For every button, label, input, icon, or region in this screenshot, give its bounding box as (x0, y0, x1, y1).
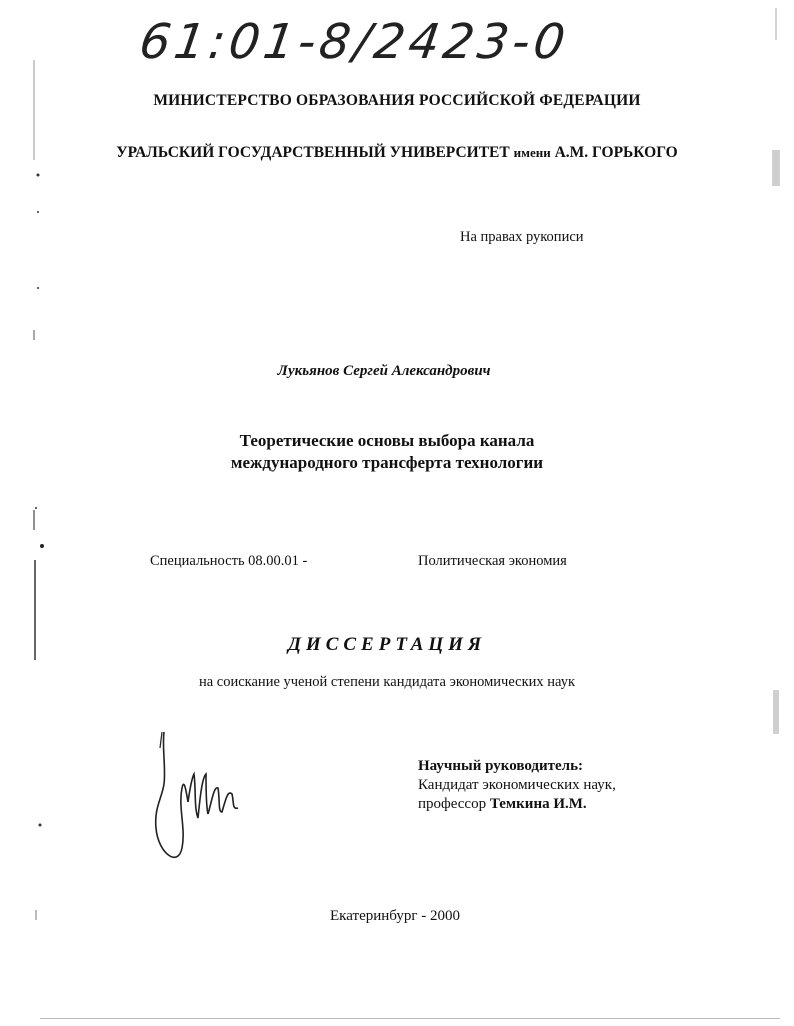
author-name: Лукьянов Сергей Александрович (277, 363, 491, 379)
supervisor-rank: профессор (418, 796, 490, 812)
scan-bottom-edge (40, 1018, 780, 1019)
supervisor-heading: Научный руководитель: (418, 758, 583, 774)
dissertation-title (0, 430, 774, 474)
university-heading (0, 144, 794, 162)
university-named-word: имени (513, 145, 551, 160)
title-line-2: международного трансферта технологии (230, 453, 544, 472)
scan-edge-marks (754, 0, 794, 1026)
scan-margin-marks (30, 40, 50, 980)
specialty-value: Политическая экономия (418, 553, 567, 569)
specialty-label: Специальность 08.00.01 - (150, 553, 308, 569)
city-year: Екатеринбург - 2000 (330, 908, 460, 924)
registry-number: 61:01-8/2423-0 (136, 14, 573, 70)
supervisor-degree: Кандидат экономических наук, (418, 777, 616, 793)
rights-notice: На правах рукописи (460, 229, 584, 245)
title-line-1: Теоретические основы выбора канала (239, 431, 535, 450)
university-name: УРАЛЬСКИЙ ГОСУДАРСТВЕННЫЙ УНИВЕРСИТЕТ (116, 144, 514, 161)
degree-line: на соискание ученой степени кандидата экономических наук (198, 674, 576, 690)
ministry-heading: МИНИСТЕРСТВО ОБРАЗОВАНИЯ РОССИЙСКОЙ ФЕДЕРАЦИИ (153, 92, 641, 109)
document-type: ДИССЕРТАЦИЯ (287, 634, 487, 655)
signature-mark (148, 728, 258, 878)
supervisor-name: Темкина И.М. (489, 796, 587, 812)
supervisor-title (418, 796, 587, 813)
university-honoree: А.М. ГОРЬКОГО (550, 144, 678, 161)
